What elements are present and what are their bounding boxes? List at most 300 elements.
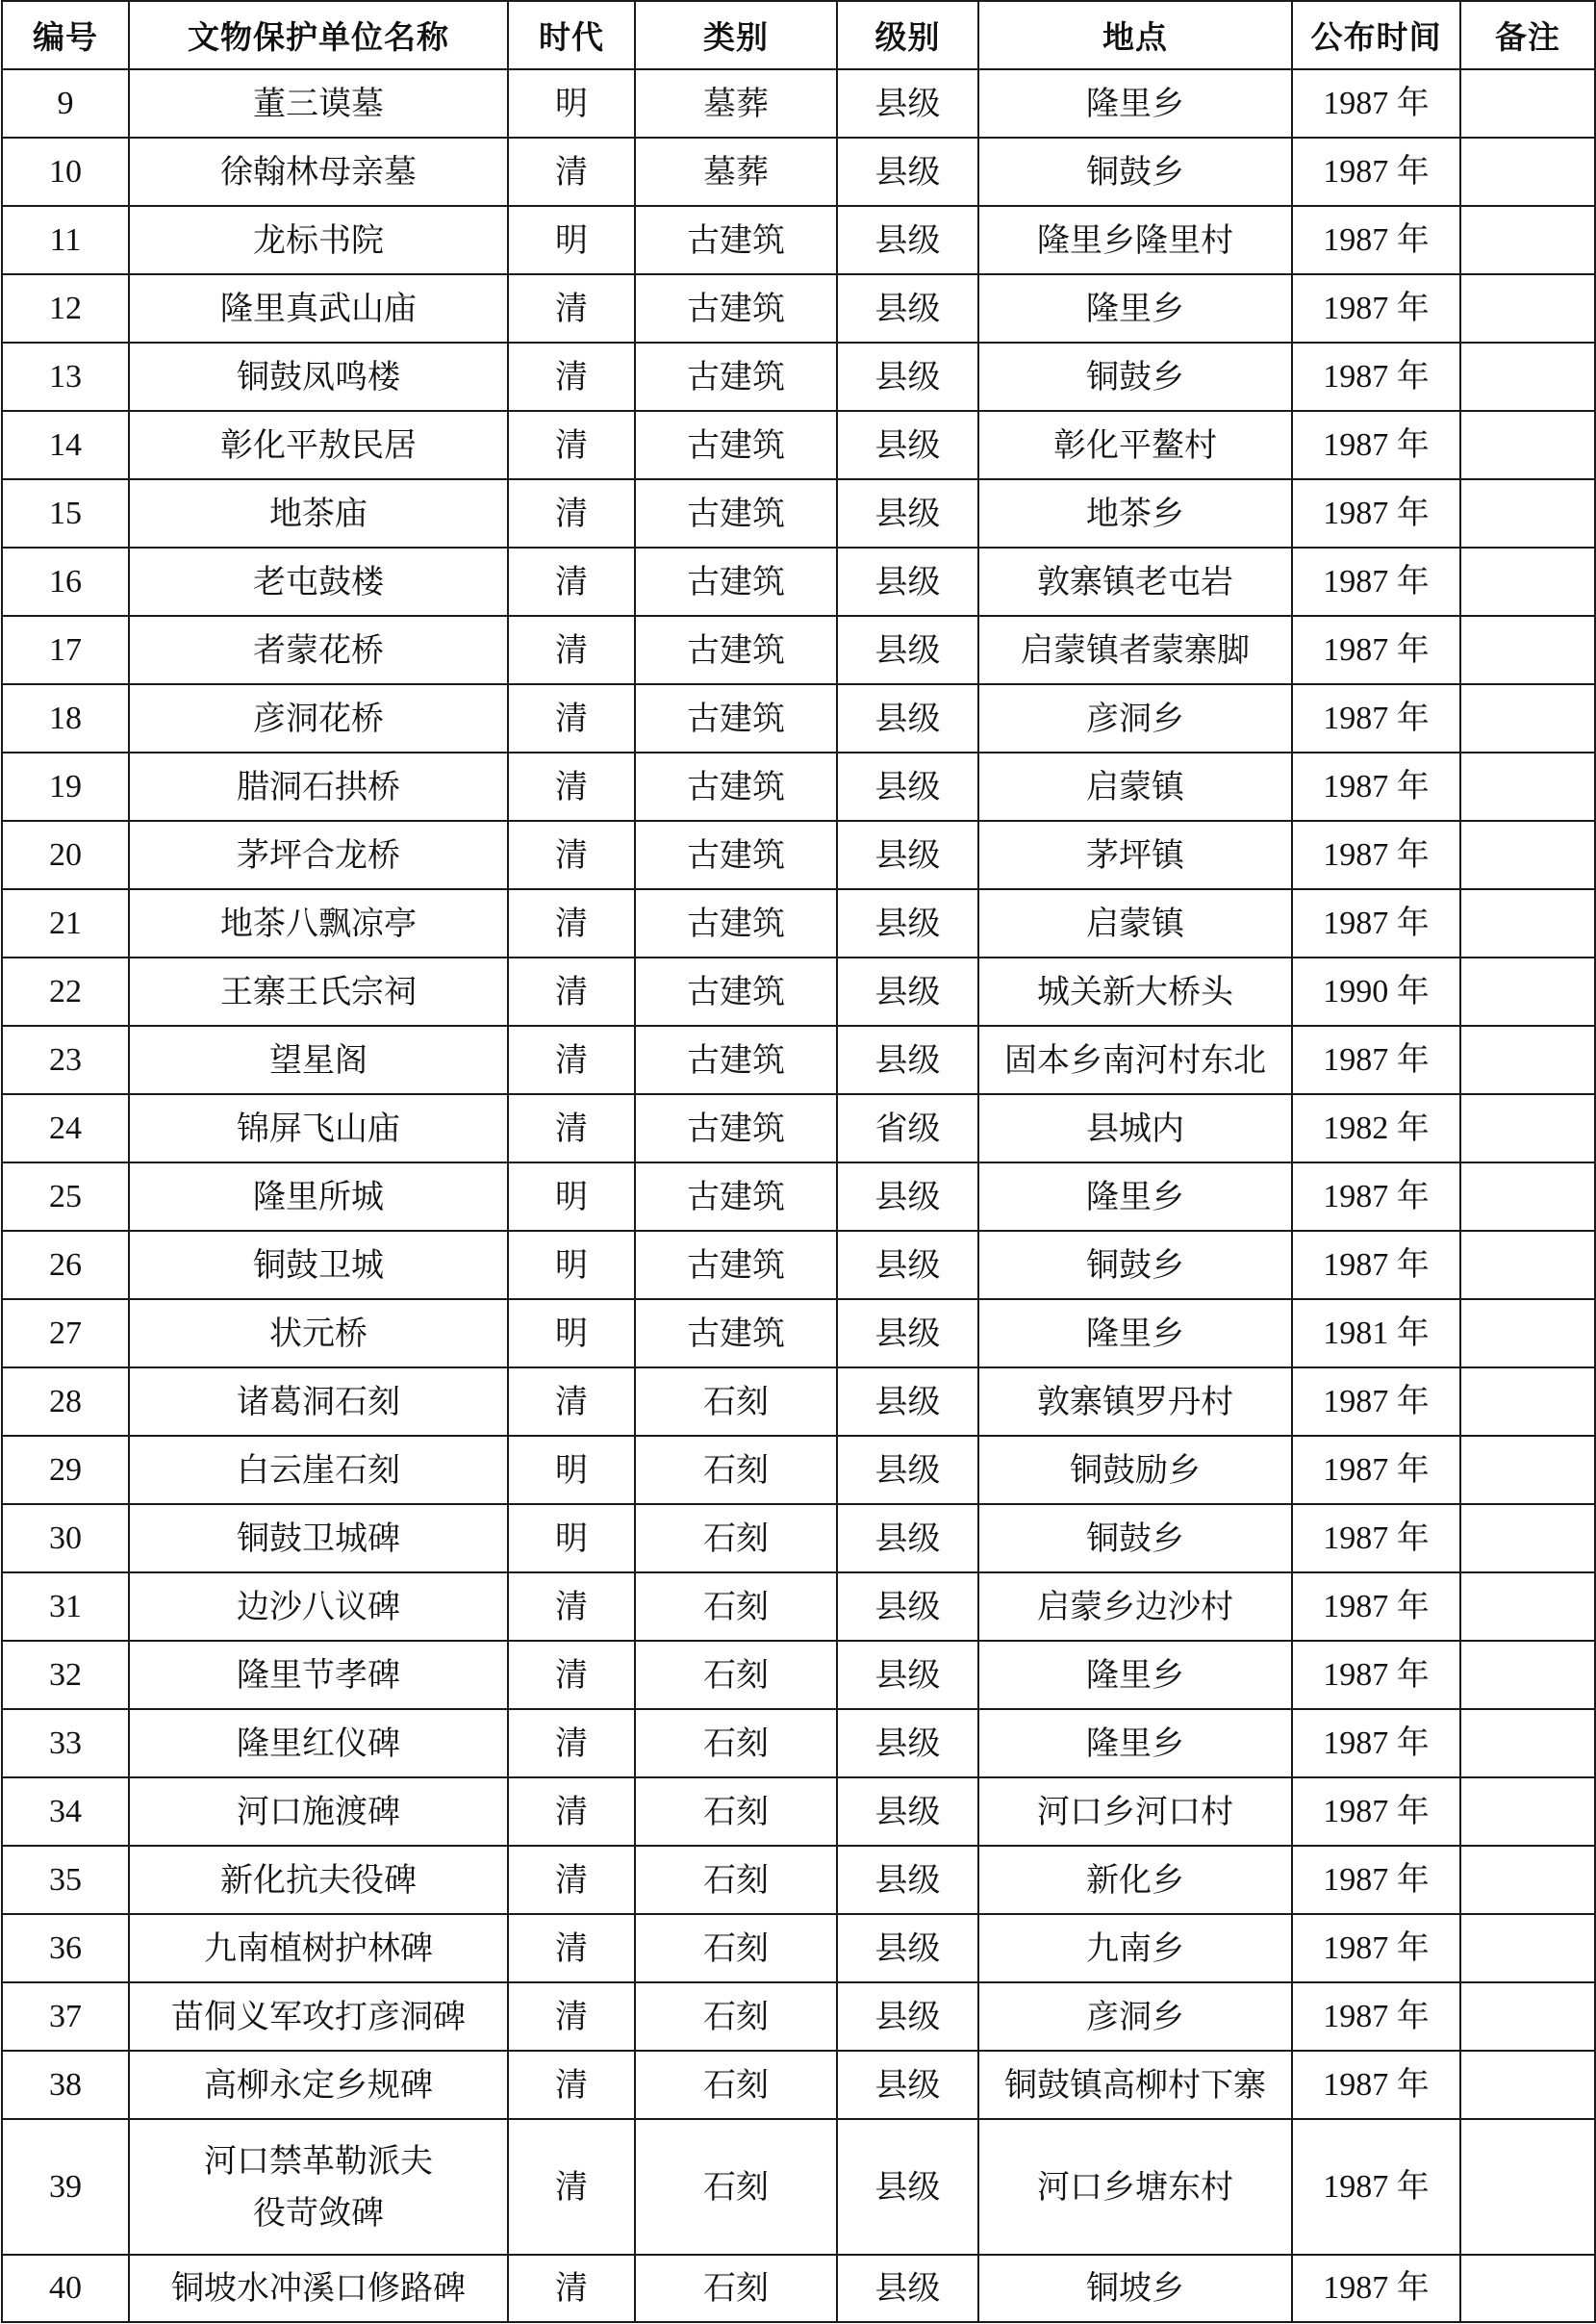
- table-row: [2, 753, 1595, 821]
- cell-announce-year: 1987 年: [1292, 1982, 1460, 2051]
- cell-location: 河口乡塘东村: [978, 2119, 1292, 2255]
- cell-level: 县级: [837, 1299, 978, 1367]
- cell-number: 13: [2, 343, 129, 411]
- cell-level: 县级: [837, 411, 978, 479]
- cell-site-name: 诸葛洞石刻: [129, 1367, 508, 1436]
- cell-remarks: [1460, 548, 1595, 616]
- table-row: [2, 1026, 1595, 1094]
- cell-site-name: 苗侗义军攻打彦洞碑: [129, 1982, 508, 2051]
- cell-level: 县级: [837, 1436, 978, 1504]
- cell-announce-year: 1987 年: [1292, 69, 1460, 138]
- cell-remarks: [1460, 69, 1595, 138]
- cell-level: 县级: [837, 889, 978, 958]
- cell-site-name: 隆里红仪碑: [129, 1709, 508, 1777]
- cell-announce-year: 1987 年: [1292, 1709, 1460, 1777]
- cell-remarks: [1460, 1367, 1595, 1436]
- cell-era: 清: [508, 138, 635, 206]
- cell-site-name: 茅坪合龙桥: [129, 821, 508, 889]
- header-era: 时代: [508, 1, 635, 69]
- cell-location: 启蒙镇: [978, 753, 1292, 821]
- table-row: [2, 1299, 1595, 1367]
- cell-location: 彦洞乡: [978, 1982, 1292, 2051]
- cell-era: 明: [508, 1231, 635, 1299]
- cell-category: 石刻: [635, 1436, 837, 1504]
- cell-location: 隆里乡: [978, 274, 1292, 343]
- cell-era: 清: [508, 2119, 635, 2255]
- cell-level: 县级: [837, 548, 978, 616]
- cell-category: 古建筑: [635, 1299, 837, 1367]
- cell-announce-year: 1987 年: [1292, 548, 1460, 616]
- cell-site-name: 河口施渡碑: [129, 1777, 508, 1846]
- cell-era: 清: [508, 958, 635, 1026]
- cell-number: 25: [2, 1162, 129, 1231]
- cell-level: 县级: [837, 753, 978, 821]
- cell-category: 古建筑: [635, 1231, 837, 1299]
- cell-era: 明: [508, 1162, 635, 1231]
- cell-text-line: 河口禁革勒派夫: [204, 2141, 433, 2181]
- cell-era: 清: [508, 1982, 635, 2051]
- cell-era: 清: [508, 2255, 635, 2322]
- cell-site-name: 龙标书院: [129, 206, 508, 274]
- table-row: [2, 2051, 1595, 2119]
- table-row: [2, 1094, 1595, 1162]
- cell-remarks: [1460, 821, 1595, 889]
- cell-site-name: 彦洞花桥: [129, 684, 508, 753]
- cell-category: 古建筑: [635, 411, 837, 479]
- cell-location: 地茶乡: [978, 479, 1292, 548]
- header-location: 地点: [978, 1, 1292, 69]
- cell-number: 40: [2, 2255, 129, 2322]
- cell-number: 22: [2, 958, 129, 1026]
- cell-remarks: [1460, 889, 1595, 958]
- cell-location: 铜鼓乡: [978, 1231, 1292, 1299]
- cell-location: 河口乡河口村: [978, 1777, 1292, 1846]
- cell-level: 县级: [837, 206, 978, 274]
- cell-announce-year: 1987 年: [1292, 411, 1460, 479]
- cell-announce-year: 1987 年: [1292, 479, 1460, 548]
- cell-level: 县级: [837, 1231, 978, 1299]
- cell-level: 县级: [837, 1709, 978, 1777]
- table-row: [2, 411, 1595, 479]
- cell-category: 古建筑: [635, 616, 837, 684]
- cell-remarks: [1460, 1026, 1595, 1094]
- cell-level: 县级: [837, 1914, 978, 1982]
- cell-site-name: 白云崖石刻: [129, 1436, 508, 1504]
- cell-site-name: 隆里节孝碑: [129, 1641, 508, 1709]
- cell-location: 铜鼓乡: [978, 343, 1292, 411]
- cell-announce-year: 1987 年: [1292, 889, 1460, 958]
- cell-era: 清: [508, 889, 635, 958]
- cell-level: 县级: [837, 1641, 978, 1709]
- heritage-sites-table: [1, 0, 1596, 2323]
- cell-level: 县级: [837, 958, 978, 1026]
- cell-remarks: [1460, 1914, 1595, 1982]
- cell-site-name: 者蒙花桥: [129, 616, 508, 684]
- cell-site-name: 高柳永定乡规碑: [129, 2051, 508, 2119]
- cell-site-name: 徐翰林母亲墓: [129, 138, 508, 206]
- cell-remarks: [1460, 1162, 1595, 1231]
- cell-announce-year: 1987 年: [1292, 2119, 1460, 2255]
- table-row: [2, 616, 1595, 684]
- cell-site-name: 地茶庙: [129, 479, 508, 548]
- cell-site-name: 九南植树护林碑: [129, 1914, 508, 1982]
- cell-announce-year: 1987 年: [1292, 2255, 1460, 2322]
- table-row: [2, 479, 1595, 548]
- cell-number: 17: [2, 616, 129, 684]
- table-row: [2, 1162, 1595, 1231]
- table-row: [2, 69, 1595, 138]
- cell-number: 36: [2, 1914, 129, 1982]
- header-site-name: 文物保护单位名称: [129, 1, 508, 69]
- cell-announce-year: 1987 年: [1292, 1846, 1460, 1914]
- cell-site-name: 新化抗夫役碑: [129, 1846, 508, 1914]
- cell-site-name: 地茶八飘凉亭: [129, 889, 508, 958]
- cell-announce-year: 1987 年: [1292, 1641, 1460, 1709]
- table-row: [2, 548, 1595, 616]
- cell-category: 石刻: [635, 1367, 837, 1436]
- cell-number: 15: [2, 479, 129, 548]
- cell-remarks: [1460, 2255, 1595, 2322]
- cell-category: 古建筑: [635, 1162, 837, 1231]
- table-row: [2, 1436, 1595, 1504]
- cell-category: 墓葬: [635, 69, 837, 138]
- cell-site-name: 铜鼓卫城碑: [129, 1504, 508, 1572]
- cell-era: 明: [508, 1299, 635, 1367]
- cell-era: 清: [508, 274, 635, 343]
- cell-era: 清: [508, 1709, 635, 1777]
- cell-category: 古建筑: [635, 343, 837, 411]
- cell-category: 石刻: [635, 1709, 837, 1777]
- cell-location: 隆里乡: [978, 1162, 1292, 1231]
- cell-location: 铜鼓励乡: [978, 1436, 1292, 1504]
- header-category: 类别: [635, 1, 837, 69]
- cell-announce-year: 1987 年: [1292, 2051, 1460, 2119]
- cell-number: 33: [2, 1709, 129, 1777]
- cell-remarks: [1460, 479, 1595, 548]
- table-row: [2, 1641, 1595, 1709]
- cell-site-name: 隆里真武山庙: [129, 274, 508, 343]
- cell-era: 清: [508, 1846, 635, 1914]
- cell-number: 34: [2, 1777, 129, 1846]
- cell-number: 23: [2, 1026, 129, 1094]
- cell-category: 古建筑: [635, 548, 837, 616]
- cell-remarks: [1460, 1846, 1595, 1914]
- cell-remarks: [1460, 1982, 1595, 2051]
- cell-site-name: 铜坡水冲溪口修路碑: [129, 2255, 508, 2322]
- cell-era: 清: [508, 1641, 635, 1709]
- cell-number: 37: [2, 1982, 129, 2051]
- cell-level: 县级: [837, 1982, 978, 2051]
- cell-remarks: [1460, 138, 1595, 206]
- cell-number: 24: [2, 1094, 129, 1162]
- cell-category: 石刻: [635, 1982, 837, 2051]
- cell-level: 县级: [837, 684, 978, 753]
- cell-category: 古建筑: [635, 958, 837, 1026]
- cell-era: 清: [508, 548, 635, 616]
- cell-site-name: 铜鼓卫城: [129, 1231, 508, 1299]
- table-row: [2, 343, 1595, 411]
- cell-era: 明: [508, 206, 635, 274]
- cell-announce-year: 1987 年: [1292, 753, 1460, 821]
- cell-remarks: [1460, 1504, 1595, 1572]
- cell-announce-year: 1987 年: [1292, 1026, 1460, 1094]
- cell-remarks: [1460, 753, 1595, 821]
- table-row: [2, 206, 1595, 274]
- cell-location: 隆里乡隆里村: [978, 206, 1292, 274]
- cell-location: 九南乡: [978, 1914, 1292, 1982]
- cell-category: 石刻: [635, 2051, 837, 2119]
- cell-remarks: [1460, 2119, 1595, 2255]
- cell-remarks: [1460, 343, 1595, 411]
- cell-site-name: 望星阁: [129, 1026, 508, 1094]
- cell-category: 古建筑: [635, 206, 837, 274]
- cell-era: 清: [508, 1572, 635, 1641]
- cell-number: 30: [2, 1504, 129, 1572]
- cell-location: 铜鼓乡: [978, 138, 1292, 206]
- cell-level: 省级: [837, 1094, 978, 1162]
- cell-category: 古建筑: [635, 479, 837, 548]
- cell-number: 11: [2, 206, 129, 274]
- cell-level: 县级: [837, 138, 978, 206]
- cell-number: 31: [2, 1572, 129, 1641]
- header-remarks: 备注: [1460, 1, 1595, 69]
- cell-category: 石刻: [635, 1777, 837, 1846]
- cell-number: 32: [2, 1641, 129, 1709]
- cell-announce-year: 1987 年: [1292, 206, 1460, 274]
- header-row: [2, 1, 1595, 69]
- cell-number: 9: [2, 69, 129, 138]
- cell-era: 清: [508, 1367, 635, 1436]
- cell-level: 县级: [837, 2119, 978, 2255]
- cell-era: 清: [508, 1914, 635, 1982]
- cell-category: 石刻: [635, 1914, 837, 1982]
- cell-category: 石刻: [635, 2255, 837, 2322]
- cell-site-name: 老屯鼓楼: [129, 548, 508, 616]
- cell-number: 39: [2, 2119, 129, 2255]
- cell-location: 铜坡乡: [978, 2255, 1292, 2322]
- cell-level: 县级: [837, 69, 978, 138]
- cell-era: 清: [508, 1777, 635, 1846]
- cell-remarks: [1460, 616, 1595, 684]
- cell-number: 26: [2, 1231, 129, 1299]
- cell-era: 清: [508, 1094, 635, 1162]
- cell-category: 石刻: [635, 1504, 837, 1572]
- cell-remarks: [1460, 274, 1595, 343]
- table-row: [2, 889, 1595, 958]
- cell-category: 石刻: [635, 1572, 837, 1641]
- cell-number: 19: [2, 753, 129, 821]
- table-header: [2, 1, 1595, 69]
- cell-number: 18: [2, 684, 129, 753]
- cell-level: 县级: [837, 616, 978, 684]
- cell-category: 古建筑: [635, 1094, 837, 1162]
- cell-location: 隆里乡: [978, 1709, 1292, 1777]
- table-body: [2, 69, 1595, 2322]
- cell-announce-year: 1987 年: [1292, 138, 1460, 206]
- cell-number: 28: [2, 1367, 129, 1436]
- cell-site-name: 铜鼓凤鸣楼: [129, 343, 508, 411]
- cell-location: 隆里乡: [978, 1299, 1292, 1367]
- cell-announce-year: 1982 年: [1292, 1094, 1460, 1162]
- cell-site-name: 腊洞石拱桥: [129, 753, 508, 821]
- cell-location: 固本乡南河村东北: [978, 1026, 1292, 1094]
- cell-level: 县级: [837, 1504, 978, 1572]
- cell-remarks: [1460, 1094, 1595, 1162]
- cell-location: 隆里乡: [978, 69, 1292, 138]
- cell-location: 新化乡: [978, 1846, 1292, 1914]
- cell-location: 敦寨镇老屯岩: [978, 548, 1292, 616]
- cell-site-name: 彰化平敖民居: [129, 411, 508, 479]
- table-row: [2, 684, 1595, 753]
- cell-announce-year: 1987 年: [1292, 821, 1460, 889]
- cell-location: 敦寨镇罗丹村: [978, 1367, 1292, 1436]
- cell-category: 墓葬: [635, 138, 837, 206]
- cell-number: 21: [2, 889, 129, 958]
- cell-level: 县级: [837, 2051, 978, 2119]
- cell-announce-year: 1987 年: [1292, 1367, 1460, 1436]
- cell-remarks: [1460, 958, 1595, 1026]
- cell-site-name: 锦屏飞山庙: [129, 1094, 508, 1162]
- cell-level: 县级: [837, 1026, 978, 1094]
- cell-category: 石刻: [635, 2119, 837, 2255]
- cell-remarks: [1460, 1572, 1595, 1641]
- header-number: 编号: [2, 1, 129, 69]
- cell-number: 29: [2, 1436, 129, 1504]
- cell-announce-year: 1987 年: [1292, 274, 1460, 343]
- cell-announce-year: 1987 年: [1292, 1572, 1460, 1641]
- cell-location: 铜鼓乡: [978, 1504, 1292, 1572]
- cell-remarks: [1460, 2051, 1595, 2119]
- cell-category: 古建筑: [635, 684, 837, 753]
- table-row: [2, 1231, 1595, 1299]
- cell-era: 清: [508, 479, 635, 548]
- cell-level: 县级: [837, 1572, 978, 1641]
- cell-location: 铜鼓镇高柳村下寨: [978, 2051, 1292, 2119]
- cell-era: 清: [508, 1026, 635, 1094]
- table-row: [2, 2119, 1595, 2255]
- cell-remarks: [1460, 684, 1595, 753]
- cell-number: 10: [2, 138, 129, 206]
- cell-level: 县级: [837, 1777, 978, 1846]
- cell-number: 35: [2, 1846, 129, 1914]
- cell-era: 清: [508, 343, 635, 411]
- cell-announce-year: 1987 年: [1292, 684, 1460, 753]
- cell-era: 明: [508, 1436, 635, 1504]
- table-row: [2, 1982, 1595, 2051]
- cell-era: 清: [508, 753, 635, 821]
- cell-announce-year: 1987 年: [1292, 1436, 1460, 1504]
- cell-level: 县级: [837, 2255, 978, 2322]
- cell-era: 清: [508, 684, 635, 753]
- cell-remarks: [1460, 206, 1595, 274]
- cell-number: 14: [2, 411, 129, 479]
- cell-number: 16: [2, 548, 129, 616]
- table-row: [2, 1367, 1595, 1436]
- table-row: [2, 1846, 1595, 1914]
- cell-text-line: 役苛敛碑: [253, 2193, 384, 2233]
- cell-announce-year: 1987 年: [1292, 1231, 1460, 1299]
- cell-remarks: [1460, 1777, 1595, 1846]
- cell-category: 古建筑: [635, 274, 837, 343]
- table-row: [2, 1572, 1595, 1641]
- cell-remarks: [1460, 411, 1595, 479]
- table-row: [2, 138, 1595, 206]
- cell-era: 清: [508, 2051, 635, 2119]
- cell-level: 县级: [837, 821, 978, 889]
- header-level: 级别: [837, 1, 978, 69]
- cell-category: 古建筑: [635, 821, 837, 889]
- table-row: [2, 1709, 1595, 1777]
- cell-announce-year: 1987 年: [1292, 1777, 1460, 1846]
- cell-location: 启蒙镇: [978, 889, 1292, 958]
- table-row: [2, 1504, 1595, 1572]
- cell-location: 彰化平鳌村: [978, 411, 1292, 479]
- cell-era: 明: [508, 1504, 635, 1572]
- cell-level: 县级: [837, 274, 978, 343]
- cell-location: 县城内: [978, 1094, 1292, 1162]
- cell-location: 彦洞乡: [978, 684, 1292, 753]
- cell-location: 城关新大桥头: [978, 958, 1292, 1026]
- table-row: [2, 2255, 1595, 2322]
- cell-site-name: 隆里所城: [129, 1162, 508, 1231]
- cell-remarks: [1460, 1231, 1595, 1299]
- cell-category: 古建筑: [635, 1026, 837, 1094]
- cell-category: 古建筑: [635, 753, 837, 821]
- table-row: [2, 274, 1595, 343]
- table-row: [2, 1914, 1595, 1982]
- cell-remarks: [1460, 1299, 1595, 1367]
- cell-site-name: 状元桥: [129, 1299, 508, 1367]
- cell-level: 县级: [837, 479, 978, 548]
- cell-number: 38: [2, 2051, 129, 2119]
- cell-site-name: 董三谟墓: [129, 69, 508, 138]
- cell-remarks: [1460, 1641, 1595, 1709]
- table-row: [2, 1777, 1595, 1846]
- cell-era: 清: [508, 616, 635, 684]
- table-row: [2, 821, 1595, 889]
- cell-announce-year: 1987 年: [1292, 1162, 1460, 1231]
- cell-number: 20: [2, 821, 129, 889]
- cell-location: 茅坪镇: [978, 821, 1292, 889]
- cell-number: 12: [2, 274, 129, 343]
- cell-announce-year: 1981 年: [1292, 1299, 1460, 1367]
- cell-era: 明: [508, 69, 635, 138]
- cell-level: 县级: [837, 343, 978, 411]
- cell-announce-year: 1987 年: [1292, 1504, 1460, 1572]
- cell-announce-year: 1987 年: [1292, 616, 1460, 684]
- cell-remarks: [1460, 1436, 1595, 1504]
- cell-site-name: 王寨王氏宗祠: [129, 958, 508, 1026]
- cell-remarks: [1460, 1709, 1595, 1777]
- cell-site-name: 边沙八议碑: [129, 1572, 508, 1641]
- cell-level: 县级: [837, 1846, 978, 1914]
- cell-era: 清: [508, 411, 635, 479]
- table-row: [2, 958, 1595, 1026]
- cell-announce-year: 1990 年: [1292, 958, 1460, 1026]
- cell-category: 石刻: [635, 1641, 837, 1709]
- cell-level: 县级: [837, 1162, 978, 1231]
- cell-announce-year: 1987 年: [1292, 1914, 1460, 1982]
- cell-location: 启蒙镇者蒙寨脚: [978, 616, 1292, 684]
- cell-location: 隆里乡: [978, 1641, 1292, 1709]
- cell-category: 石刻: [635, 1846, 837, 1914]
- cell-location: 启蒙乡边沙村: [978, 1572, 1292, 1641]
- header-announce-year: 公布时间: [1292, 1, 1460, 69]
- cell-site-name: [129, 2119, 508, 2255]
- cell-level: 县级: [837, 1367, 978, 1436]
- cell-number: 27: [2, 1299, 129, 1367]
- cell-era: 清: [508, 821, 635, 889]
